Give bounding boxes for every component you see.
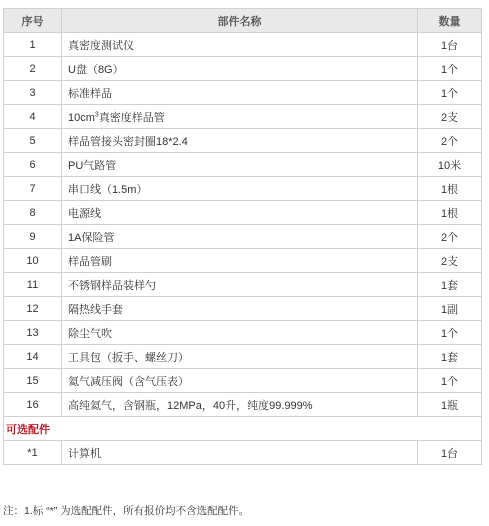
table-row [4,273,482,297]
part-name-suffix: 真密度样品管 [98,111,165,124]
table-row [4,129,482,153]
row-quantity: 1根 [418,201,482,225]
row-part-name: 样品管接头密封圈18*2.4 [62,129,418,153]
optional-section-row [4,417,482,441]
row-no: 1 [4,33,62,57]
row-no: 9 [4,225,62,249]
row-quantity: 1个 [418,369,482,393]
row-part-name: 工具包（扳手、螺丝刀） [62,345,418,369]
row-quantity: 1瓶 [418,393,482,417]
row-no: 4 [4,105,62,129]
row-quantity: 2个 [418,129,482,153]
row-part-name: 样品管刷 [62,249,418,273]
row-quantity: 1个 [418,57,482,81]
parts-list-table [3,8,482,465]
table-row [4,33,482,57]
row-part-name: 串口线（1.5m） [62,177,418,201]
row-part-name: 除尘气吹 [62,321,418,345]
row-quantity: 1台 [418,441,482,465]
row-no: 8 [4,201,62,225]
row-quantity: 2个 [418,225,482,249]
table-row [4,441,482,465]
row-quantity: 1套 [418,273,482,297]
table-row [4,393,482,417]
part-name-superscript: 3 [94,110,99,118]
row-no: 2 [4,57,62,81]
row-no: 7 [4,177,62,201]
row-quantity: 1根 [418,177,482,201]
table-row [4,57,482,81]
row-quantity: 10米 [418,153,482,177]
table-row [4,369,482,393]
row-part-name: 不锈钢样品装样勺 [62,273,418,297]
row-part-name [62,105,418,129]
footnote: 注：1.标 “*” 为选配配件，所有报价均不含选配配件。 [3,505,250,517]
row-part-name: 标准样品 [62,81,418,105]
row-no: 14 [4,345,62,369]
table-row [4,201,482,225]
row-no: *1 [4,441,62,465]
table-row [4,249,482,273]
table-header-row [4,9,482,33]
row-part-name: 氦气减压阀（含气压表） [62,369,418,393]
row-quantity: 1套 [418,345,482,369]
row-part-name: 1A保险管 [62,225,418,249]
row-no: 12 [4,297,62,321]
table-row [4,321,482,345]
table-row [4,153,482,177]
part-name-prefix: 10cm [68,111,95,124]
header-part-name: 部件名称 [62,9,418,33]
row-no: 6 [4,153,62,177]
row-no: 15 [4,369,62,393]
optional-section-label: 可选配件 [4,417,482,441]
table-row [4,345,482,369]
row-no: 13 [4,321,62,345]
row-no: 10 [4,249,62,273]
table-row [4,105,482,129]
row-part-name: 计算机 [62,441,418,465]
row-quantity: 1副 [418,297,482,321]
row-no: 3 [4,81,62,105]
row-no: 11 [4,273,62,297]
table-row [4,225,482,249]
row-no: 16 [4,393,62,417]
row-part-name: 高纯氦气，含钢瓶，12MPa，40升，纯度99.999% [62,393,418,417]
table-row [4,297,482,321]
table-row [4,177,482,201]
table-row [4,81,482,105]
row-part-name: PU气路管 [62,153,418,177]
row-part-name: 电源线 [62,201,418,225]
row-part-name: U盘（8G） [62,57,418,81]
row-part-name: 隔热线手套 [62,297,418,321]
row-quantity: 1个 [418,81,482,105]
row-quantity: 1个 [418,321,482,345]
row-quantity: 2支 [418,249,482,273]
row-no: 5 [4,129,62,153]
header-quantity: 数量 [418,9,482,33]
header-no: 序号 [4,9,62,33]
row-quantity: 2支 [418,105,482,129]
row-quantity: 1台 [418,33,482,57]
row-part-name: 真密度测试仪 [62,33,418,57]
